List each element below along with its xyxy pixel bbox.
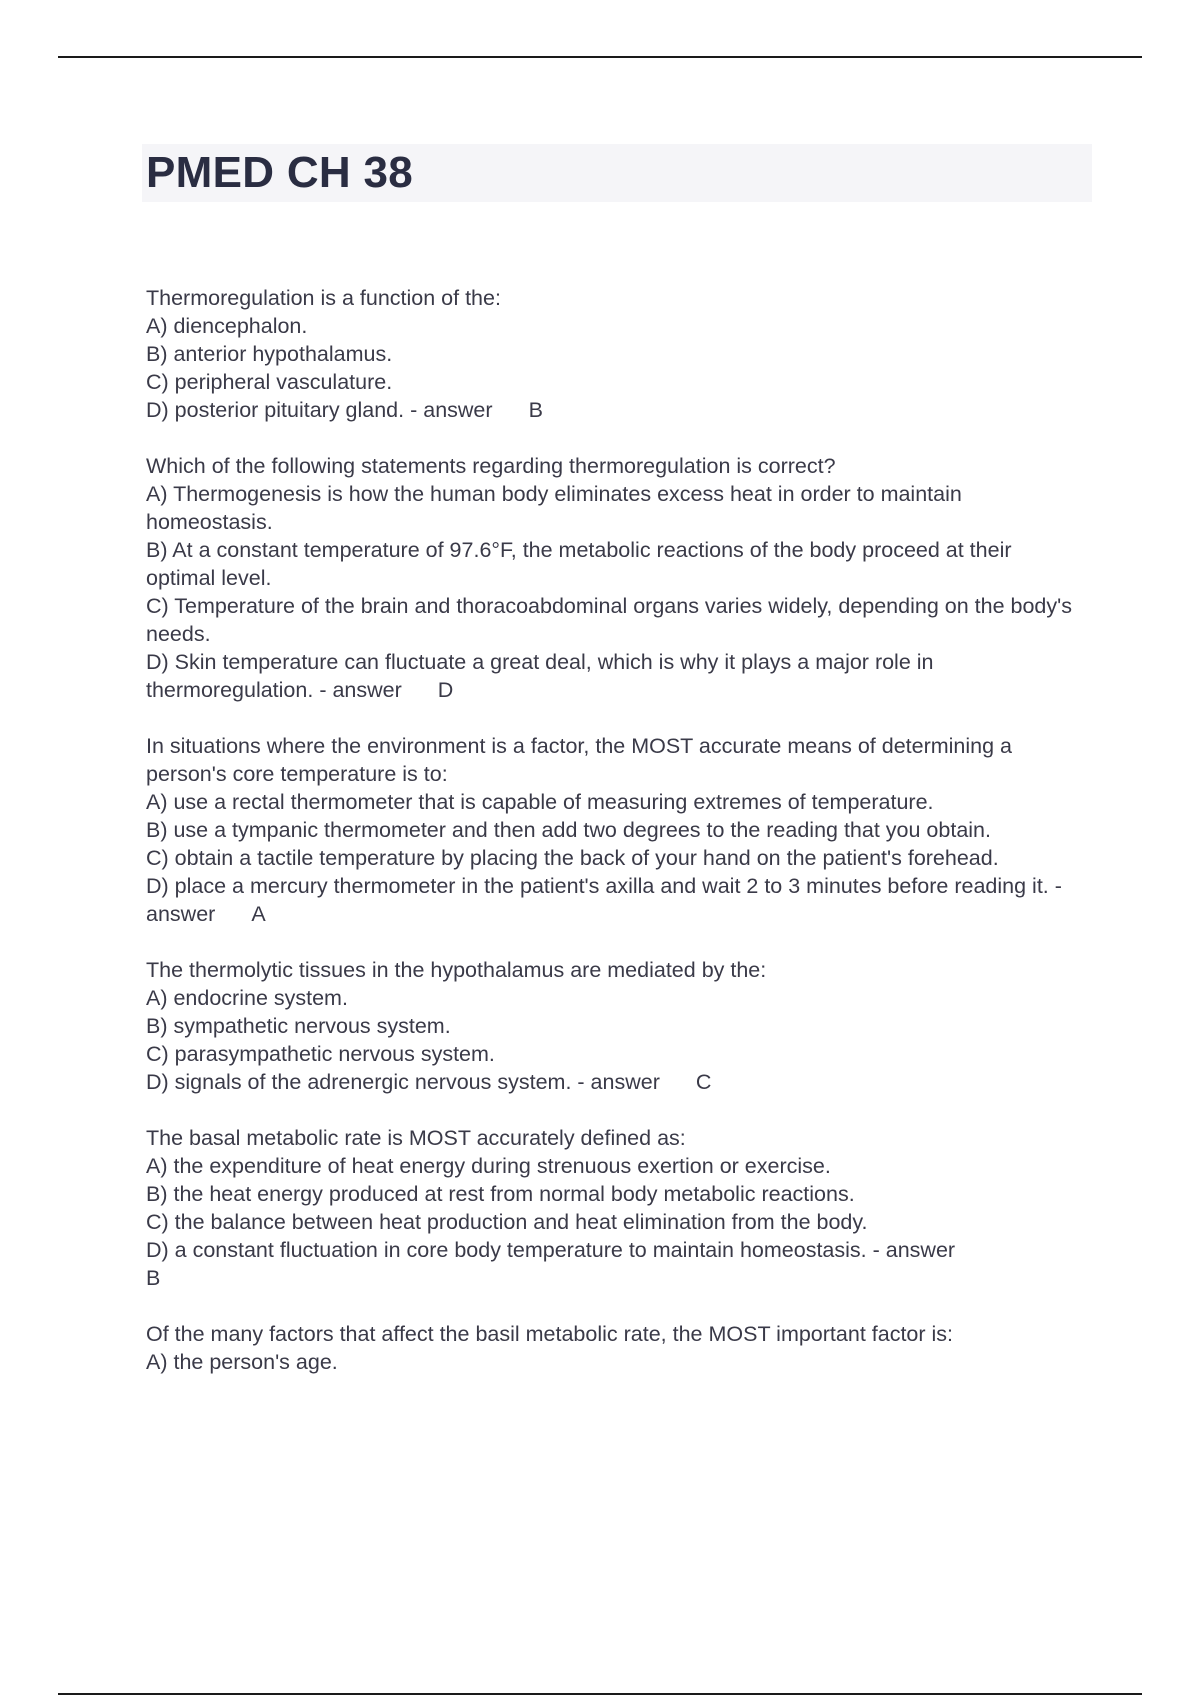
question-2 <box>146 452 1086 704</box>
answer-value: D <box>437 678 454 702</box>
option-a: A) Thermogenesis is how the human body eliminates excess heat in order to maintain homeostasis. <box>146 482 962 534</box>
option-a: A) the person's age. <box>146 1350 338 1374</box>
answer-value: C <box>695 1070 712 1094</box>
question-stem: The thermolytic tissues in the hypothalamus are mediated by the: <box>146 958 767 982</box>
question-stem: Thermoregulation is a function of the: <box>146 286 501 310</box>
option-d-with-answer <box>146 1236 1086 1292</box>
option-d: D) signals of the adrenergic nervous system. <box>146 1070 572 1094</box>
question-4 <box>146 956 1086 1096</box>
option-c: C) Temperature of the brain and thoracoabdominal organs varies widely, depending on the body's needs. <box>146 594 1072 646</box>
answer-value: A <box>251 902 266 926</box>
option-a: A) diencephalon. <box>146 314 308 338</box>
question-stem: Of the many factors that affect the basil metabolic rate, the MOST important factor is: <box>146 1322 954 1346</box>
answer-label: - answer <box>872 1238 956 1262</box>
option-a: A) use a rectal thermometer that is capable of measuring extremes of temperature. <box>146 790 934 814</box>
question-stem: In situations where the environment is a factor, the MOST accurate means of determining a person's core temperature is to: <box>146 734 1013 786</box>
answer-label: - answer <box>319 678 402 702</box>
option-b: B) use a tympanic thermometer and then add two degrees to the reading that you obtain. <box>146 818 991 842</box>
option-c: C) the balance between heat production and heat elimination from the body. <box>146 1210 868 1234</box>
option-d: D) Skin temperature can fluctuate a great deal, which is why it plays a major role in thermoregulation. <box>146 650 934 702</box>
option-b: B) the heat energy produced at rest from normal body metabolic reactions. <box>146 1182 855 1206</box>
option-d-with-answer <box>146 1068 1086 1096</box>
question-6 <box>146 1320 1086 1376</box>
answer-value: B <box>528 398 543 422</box>
question-1 <box>146 284 1086 424</box>
option-b: B) sympathetic nervous system. <box>146 1014 451 1038</box>
option-b: B) At a constant temperature of 97.6°F, the metabolic reactions of the body proceed at their optimal level. <box>146 538 1012 590</box>
option-d: D) posterior pituitary gland. <box>146 398 405 422</box>
page-title: PMED CH 38 <box>146 148 414 197</box>
top-rule <box>58 56 1142 58</box>
bottom-rule <box>58 1693 1142 1695</box>
option-d-with-answer <box>146 396 1086 424</box>
question-3 <box>146 732 1086 928</box>
option-c: C) peripheral vasculature. <box>146 370 393 394</box>
answer-label: - answer <box>146 874 1062 926</box>
answer-label: - answer <box>577 1070 660 1094</box>
question-list <box>146 284 1086 1404</box>
option-d-with-answer <box>146 872 1086 928</box>
option-a: A) endocrine system. <box>146 986 348 1010</box>
question-stem: The basal metabolic rate is MOST accurately defined as: <box>146 1126 686 1150</box>
option-c: C) obtain a tactile temperature by placing the back of your hand on the patient's forehead. <box>146 846 999 870</box>
option-a: A) the expenditure of heat energy during strenuous exertion or exercise. <box>146 1154 831 1178</box>
answer-label: - answer <box>410 398 493 422</box>
option-b: B) anterior hypothalamus. <box>146 342 393 366</box>
question-5 <box>146 1124 1086 1292</box>
option-d-with-answer <box>146 648 1086 704</box>
option-c: C) parasympathetic nervous system. <box>146 1042 495 1066</box>
option-d: D) a constant fluctuation in core body temperature to maintain homeostasis. <box>146 1238 867 1262</box>
question-stem: Which of the following statements regarding thermoregulation is correct? <box>146 454 836 478</box>
answer-value: B <box>146 1266 161 1290</box>
option-d: D) place a mercury thermometer in the patient's axilla and wait 2 to 3 minutes before reading it. <box>146 874 1049 898</box>
